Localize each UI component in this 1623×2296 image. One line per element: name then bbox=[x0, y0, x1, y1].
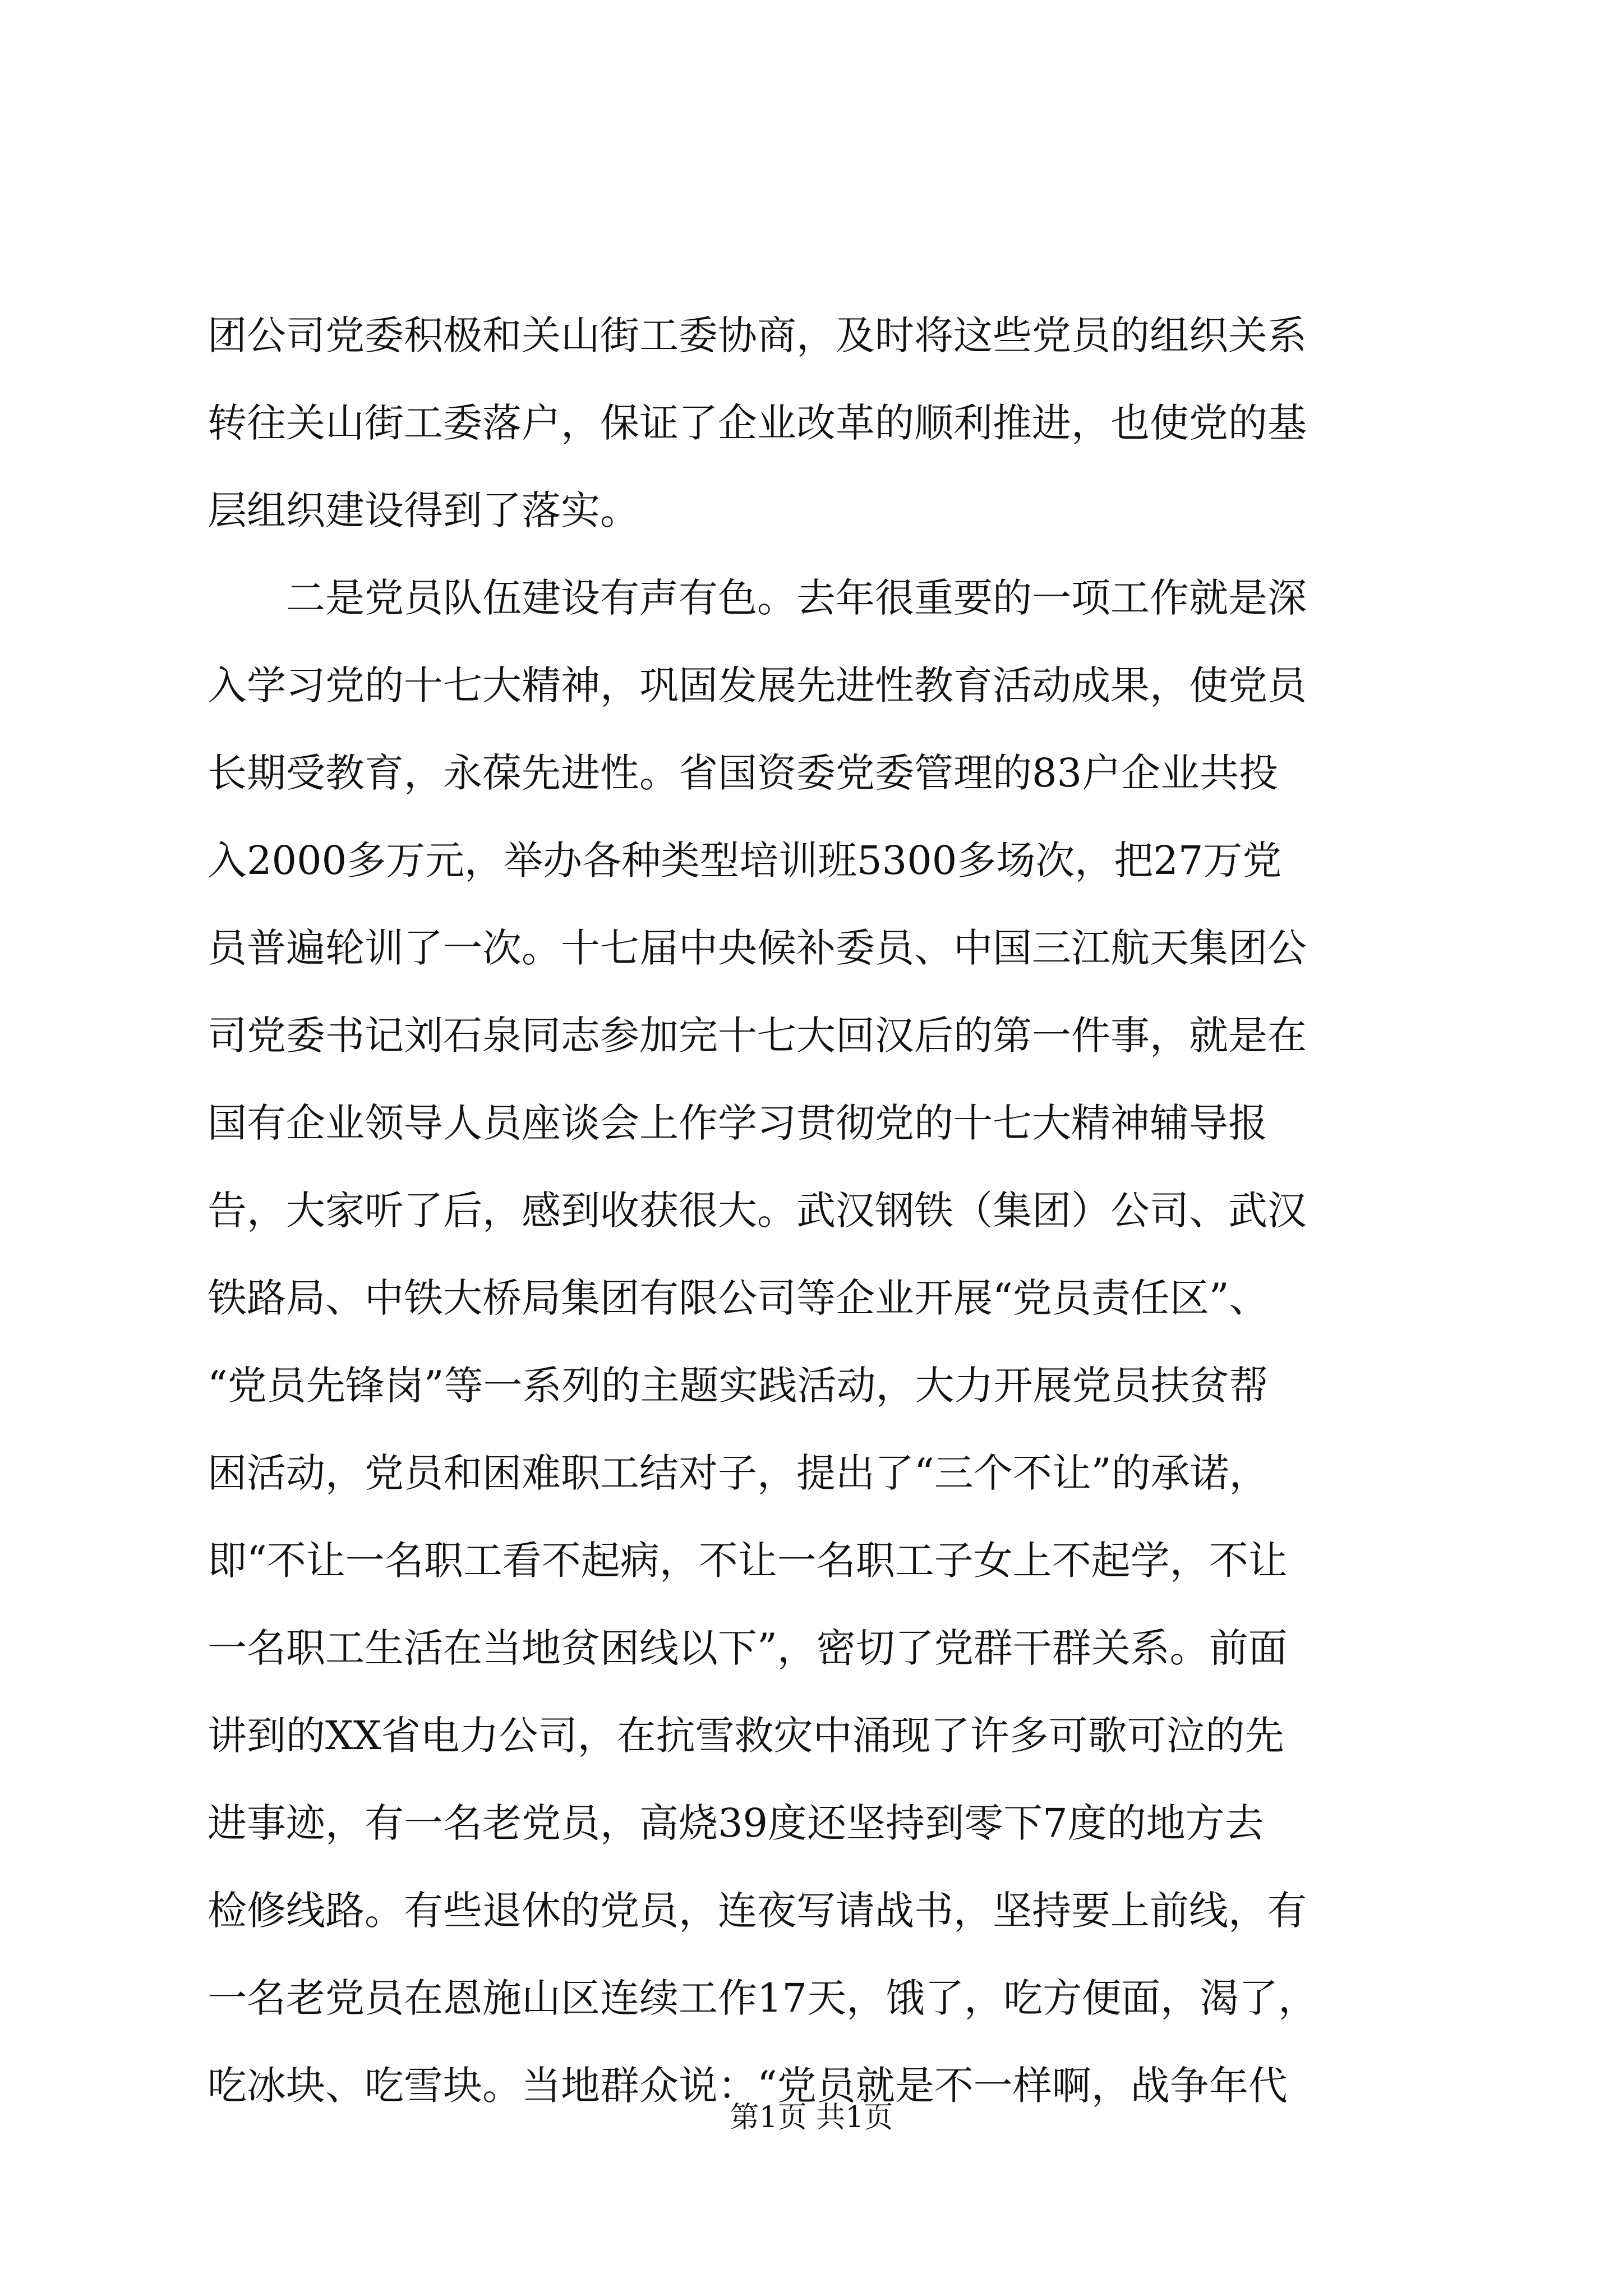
text-line: 入学习党的十七大精神，巩固发展先进性教育活动成果，使党员 bbox=[208, 662, 1307, 708]
text-line: 团公司党委积极和关山街工委协商，及时将这些党员的组织关系 bbox=[208, 312, 1307, 358]
text-line: 铁路局、中铁大桥局集团有限公司等企业开展“党员责任区”、 bbox=[208, 1275, 1269, 1321]
text-line: 入2000多万元，举办各种类型培训班5300多场次，把27万党 bbox=[208, 838, 1282, 884]
text-line: 困活动，党员和困难职工结对子，提出了“三个不让”的承诺， bbox=[208, 1450, 1269, 1496]
text-line: 吃冰块、吃雪块。当地群众说：“党员就是不一样啊，战争年代 bbox=[208, 2063, 1288, 2109]
text-line: 告，大家听了后，感到收获很大。武汉钢铁（集团）公司、武汉 bbox=[208, 1188, 1307, 1234]
text-line: 即“不让一名职工看不起病，不让一名职工子女上不起学，不让 bbox=[208, 1538, 1288, 1584]
paragraph-start-line: 二是党员队伍建设有声有色。去年很重要的一项工作就是深 bbox=[286, 575, 1307, 621]
text-line: 转往关山街工委落户，保证了企业改革的顺利推进，也使党的基 bbox=[208, 400, 1307, 446]
page-number-label: 第1页 共1页 bbox=[730, 2101, 893, 2134]
text-line: 员普遍轮训了一次。十七届中央候补委员、中国三江航天集团公 bbox=[208, 925, 1307, 971]
text-line: 长期受教育，永葆先进性。省国资委党委管理的83户企业共投 bbox=[208, 750, 1279, 796]
text-line: 讲到的XX省电力公司，在抗雪救灾中涌现了许多可歌可泣的先 bbox=[208, 1713, 1284, 1759]
text-line: 一名职工生活在当地贫困线以下”，密切了党群干群关系。前面 bbox=[208, 1625, 1288, 1671]
text-line: 检修线路。有些退休的党员，连夜写请战书，坚持要上前线，有 bbox=[208, 1888, 1307, 1934]
text-line: 司党委书记刘石泉同志参加完十七大回汉后的第一件事，就是在 bbox=[208, 1013, 1307, 1059]
text-line: 国有企业领导人员座谈会上作学习贯彻党的十七大精神辅导报 bbox=[208, 1100, 1267, 1146]
text-line: “党员先锋岗”等一系列的主题实践活动，大力开展党员扶贫帮 bbox=[208, 1363, 1269, 1409]
text-line: 进事迹，有一名老党员，高烧39度还坚持到零下7度的地方去 bbox=[208, 1800, 1264, 1846]
text-line: 一名老党员在恩施山区连续工作17天，饿了，吃方便面，渴了， bbox=[208, 1975, 1318, 2021]
page-footer bbox=[0, 2098, 1623, 2137]
text-line: 层组织建设得到了落实。 bbox=[208, 487, 639, 533]
document-body bbox=[208, 292, 1413, 2129]
